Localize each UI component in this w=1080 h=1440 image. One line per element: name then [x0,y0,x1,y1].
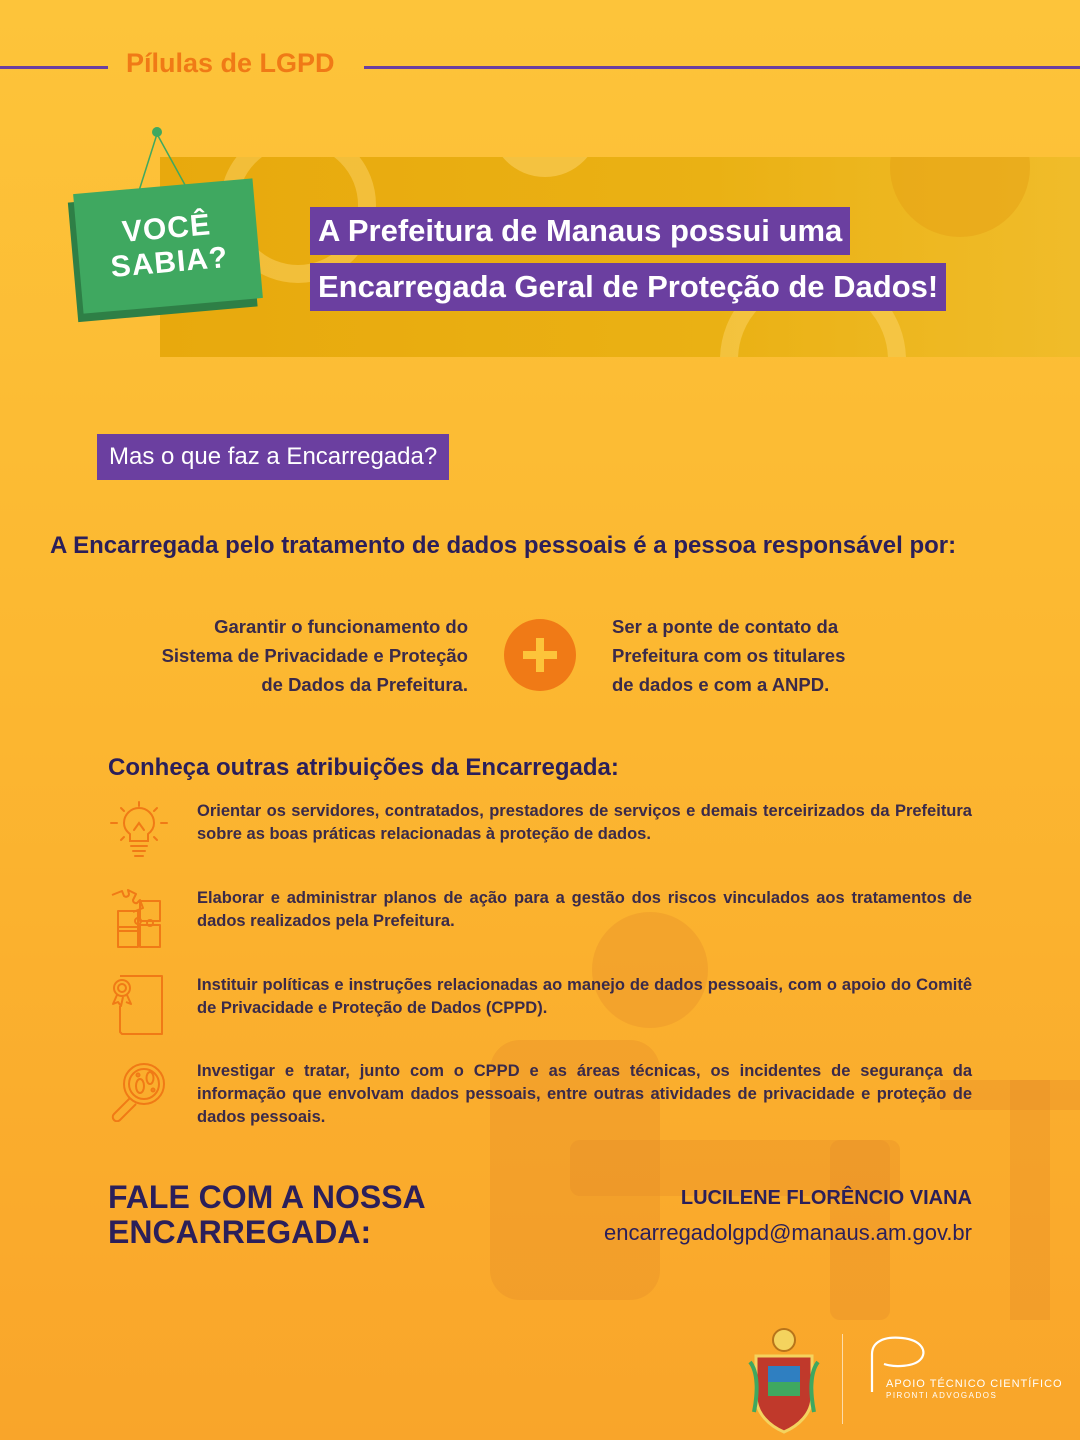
page-series-title: Pílulas de LGPD [126,48,335,78]
header-rule-right [364,66,1080,69]
certificate-icon [108,974,170,1036]
lead-sentence: A Encarregada pelo tratamento de dados pessoais é a pessoa responsável por: [50,532,957,559]
duty-left-line: de Dados da Prefeitura. [261,674,468,695]
question-banner: Mas o que faz a Encarregada? [97,434,449,480]
footer-divider [842,1334,843,1424]
section-title: Conheça outras atribuições da Encarregada: [108,754,619,781]
firm-label: PIRONTI ADVOGADOS [886,1391,998,1400]
headline-line2: Encarregada Geral de Proteção de Dados! [310,263,946,311]
voce-sabia-sign [73,178,263,313]
duty-right-line: Ser a ponte de contato da [612,616,839,637]
duty-left-line: Sistema de Privacidade e Proteção [161,645,468,666]
duty-right-line: Prefeitura com os titulares [612,645,846,666]
header-rule-left [0,66,108,69]
contact-call-to-action [108,1180,426,1250]
attribution-text: Investigar e tratar, junto com o CPPD e as áreas técnicas, os incidentes de segurança da informação que envolvam dados pessoais, entre outras atividades de privacidade e proteção de dados pessoais. [197,1062,972,1126]
duty-right-line: de dados e com a ANPD. [612,674,830,695]
attribution-text: Elaborar e administrar planos de ação para a gestão dos riscos vinculados aos tratamentos de dados realizados pela Prefeitura. [197,889,972,930]
lightbulb-icon [108,800,170,862]
plus-icon [504,619,576,691]
apoio-label: APOIO TÉCNICO CIENTÍFICO [886,1378,1063,1390]
attribution-text: Orientar os servidores, contratados, prestadores de serviços e demais terceirizados da Prefeitura sobre as boas práticas relacionadas à proteção de dados. [197,802,972,843]
headline-line1: A Prefeitura de Manaus possui uma [310,207,850,255]
cta-line1: FALE COM A NOSSA [108,1179,426,1215]
duty-left-line: Garantir o funcionamento do [214,616,468,637]
dpo-name: LUCILENE FLORÊNCIO VIANA [680,1187,972,1209]
manaus-coat-of-arms-logo [746,1326,822,1434]
sign-line1: VOCÊ [120,208,213,249]
dpo-email-link[interactable]: encarregadolgpd@manaus.am.gov.br [603,1220,972,1245]
cta-line2: ENCARREGADA: [108,1214,372,1250]
duty-left [120,612,468,699]
attribution-text: Instituir políticas e instruções relacionadas ao manejo de dados pessoais, com o apoio do Comitê de Privacidade e Proteção de Dados (CPPD). [197,976,972,1017]
banner-photo-band [160,157,1080,357]
puzzle-icon [108,887,170,949]
magnifier-footprint-icon [108,1060,170,1122]
sign-line2: SABIA? [109,240,230,285]
duty-right [612,612,932,699]
